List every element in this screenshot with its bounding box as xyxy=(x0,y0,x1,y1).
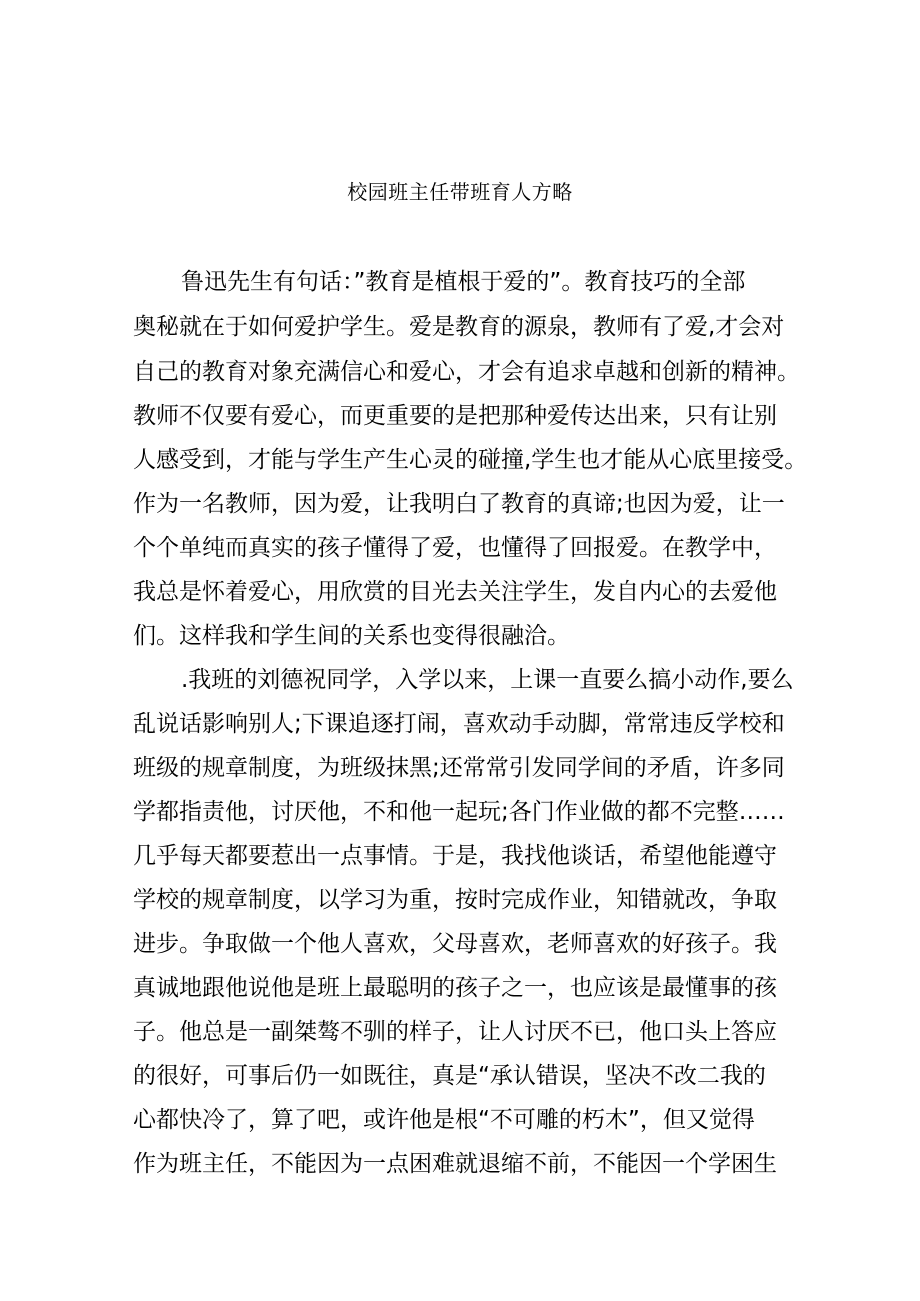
paragraph-2-line-10: 的很好，可事后仍一如既往，真是“承认错误，坚决不改二我的 xyxy=(133,1063,766,1089)
paragraph-1-line-3: 自己的教育对象充满信心和爱心，才会有追求卓越和创新的精神。 xyxy=(133,359,800,385)
paragraph-2-line-3: 班级的规章制度，为班级抹黑;还常常引发同学间的矛盾，许多同 xyxy=(133,755,785,781)
paragraph-1-line-7: 个个单纯而真实的孩子懂得了爱，也懂得了回报爱。在教学中， xyxy=(133,535,777,561)
paragraph-1-line-6: 作为一名教师，因为爱，让我明白了教育的真谛;也因为爱，让一 xyxy=(133,491,785,517)
paragraph-1-line-5: 人感受到，才能与学生产生心灵的碰撞,学生也才能从心底里接受。 xyxy=(133,447,808,473)
paragraph-2-line-12: 作为班主任，不能因为一点困难就退缩不前，不能因一个学困生 xyxy=(133,1151,777,1177)
paragraph-1-line-9: 们。这样我和学生间的关系也变得很融洽。 xyxy=(133,623,570,649)
paragraph-2-line-1: .我班的刘德祝同学，入学以来，上课一直要么搞小动作,要么 xyxy=(181,667,794,693)
document-title: 校园班主任带班育人方略 xyxy=(347,180,573,204)
paragraph-2-line-6: 学校的规章制度，以学习为重，按时完成作业，知错就改，争取 xyxy=(133,887,777,913)
paragraph-2-line-8: 真诚地跟他说他是班上最聪明的孩子之一，也应该是最懂事的孩 xyxy=(133,975,777,1001)
paragraph-1-line-8: 我总是怀着爱心，用欣赏的目光去关注学生，发自内心的去爱他 xyxy=(133,579,777,605)
paragraph-1-line-4: 教师不仅要有爱心，而更重要的是把那种爱传达出来，只有让别 xyxy=(133,403,777,429)
paragraph-2-line-5: 几乎每天都要惹出一点事情。于是，我找他谈话，希望他能遵守 xyxy=(133,843,777,869)
paragraph-2-line-4: 学都指责他，讨厌他，不和他一起玩;各门作业做的都不完整…… xyxy=(133,799,785,825)
paragraph-2-line-11: 心都快冷了，算了吧，或许他是根“不可雕的朽木”，但又觉得 xyxy=(133,1107,755,1133)
paragraph-2-line-2: 乱说话影响别人;下课追逐打闹，喜欢动手动脚，常常违反学校和 xyxy=(133,711,785,737)
paragraph-1-line-1: 鲁迅先生有句话：”教育是植根于爱的”。教育技巧的全部 xyxy=(181,269,746,295)
paragraph-2-line-9: 子。他总是一副桀骜不驯的样子，让人讨厌不已，他口头上答应 xyxy=(133,1019,777,1045)
paragraph-2-line-7: 进步。争取做一个他人喜欢，父母喜欢，老师喜欢的好孩子。我 xyxy=(133,931,777,957)
paragraph-1-line-2: 奥秘就在于如何爱护学生。爱是教育的源泉，教师有了爱,才会对 xyxy=(133,314,785,340)
